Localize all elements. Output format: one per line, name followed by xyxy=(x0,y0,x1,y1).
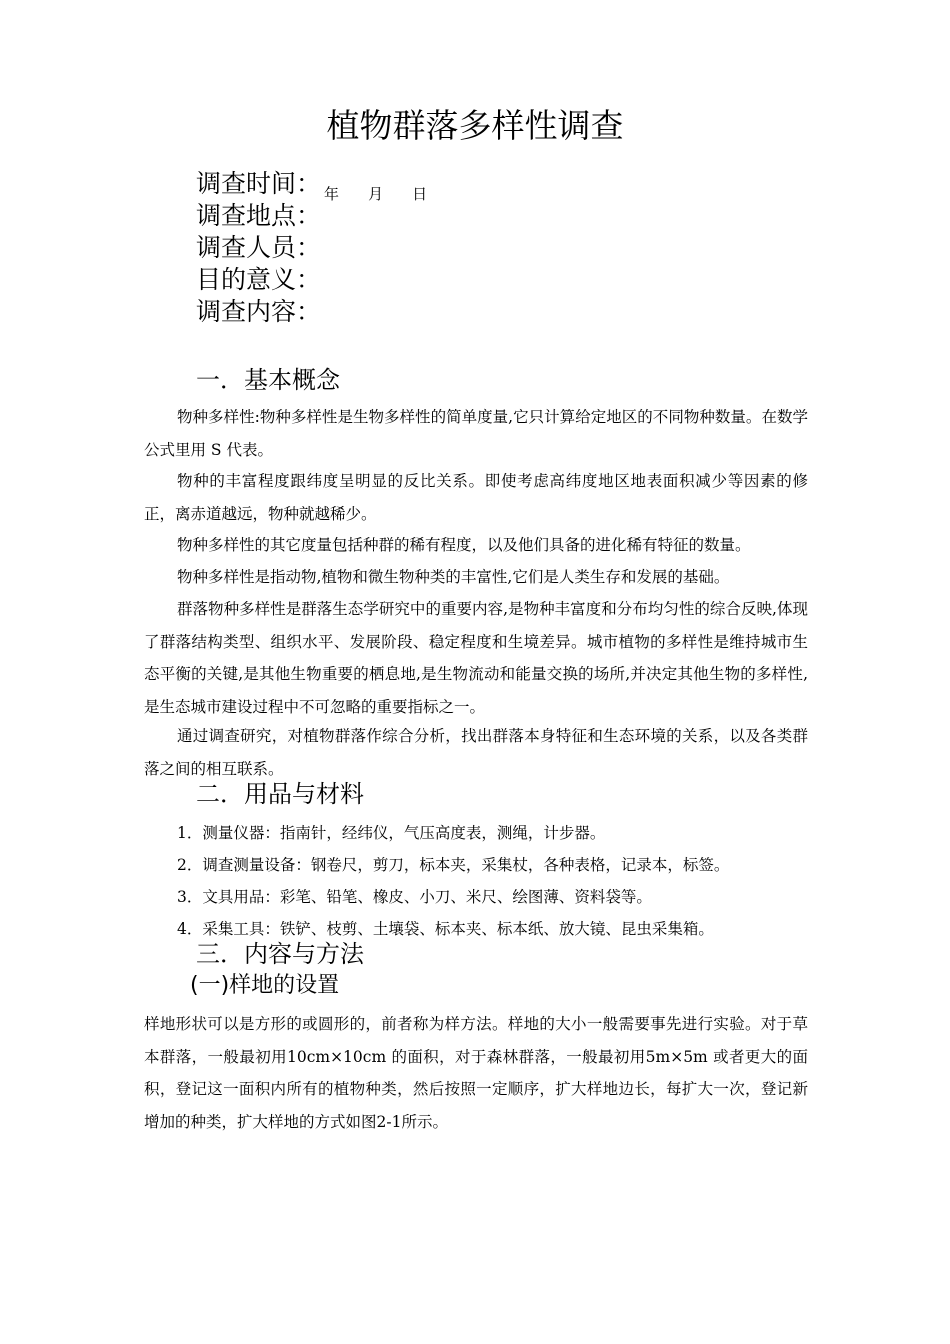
survey-purpose-label: 目的意义： xyxy=(196,265,322,294)
paragraph: 样地形状可以是方形的或圆形的，前者称为样方法。样地的大小一般需要事先进行实验。对于草本群落，一般最初用10cm×10cm 的面积，对于森林群落，一般最初用5m×5m 或者更大的面积，登记这一面积内所有的植物种类，然后按照一定顺序，扩大样地边长，每扩大一次，登记新增加的种类，扩大样地的方式如图2-1所示。 xyxy=(144,1015,808,1131)
paragraph: 物种的丰富程度跟纬度呈明显的反比关系。即使考虑高纬度地区地表面积减少等因素的修正，离赤道越远，物种就越稀少。 xyxy=(144,472,808,523)
section-3-subheading: (一)样地的设置 xyxy=(190,973,340,998)
survey-place-label: 调查地点： xyxy=(196,201,322,230)
survey-people-label: 调查人员： xyxy=(196,233,322,262)
section-2-heading: 二．用品与材料 xyxy=(196,780,364,808)
section-3-heading: 三．内容与方法 xyxy=(196,940,364,968)
paragraph: 物种多样性是指动物,植物和微生物种类的丰富性,它们是人类生存和发展的基础。 xyxy=(177,568,730,586)
survey-content-label: 调查内容： xyxy=(196,297,322,326)
list-item: 1．测量仪器：指南针，经纬仪，气压高度表，测绳，计步器。 xyxy=(177,824,606,842)
list-item: 2．调查测量设备：钢卷尺，剪刀，标本夹，采集杖，各种表格，记录本，标签。 xyxy=(177,856,730,874)
paragraph: 物种多样性的其它度量包括种群的稀有程度，以及他们具备的进化稀有特征的数量。 xyxy=(177,536,751,554)
paragraph: 通过调查研究，对植物群落作综合分析，找出群落本身特征和生态环境的关系，以及各类群落之间的相互联系。 xyxy=(144,727,808,778)
survey-time-label: 调查时间： xyxy=(196,169,322,198)
list-item: 3．文具用品：彩笔、铅笔、橡皮、小刀、米尺、绘图薄、资料袋等。 xyxy=(177,888,652,906)
paragraph: 物种多样性:物种多样性是生物多样性的简单度量,它只计算给定地区的不同物种数量。在数学公式里用 S 代表。 xyxy=(144,408,808,459)
list-item: 4．采集工具：铁铲、枝剪、土壤袋、标本夹、标本纸、放大镜、昆虫采集箱。 xyxy=(177,920,714,938)
paragraph: 群落物种多样性是群落生态学研究中的重要内容,是物种丰富度和分布均匀性的综合反映,体现了群落结构类型、组织水平、发展阶段、稳定程度和生境差异。城市植物的多样性是维持城市生态平衡的关键,是其他生物重要的栖息地,是生物流动和能量交换的场所,并决定其他生物的多样性,是生态城市建设过程中不可忽略的重要指标之一。 xyxy=(144,600,808,716)
survey-date-placeholder: 年 月 日 xyxy=(324,185,430,203)
section-1-heading: 一．基本概念 xyxy=(196,366,340,394)
page-title: 植物群落多样性调查 xyxy=(326,106,624,145)
